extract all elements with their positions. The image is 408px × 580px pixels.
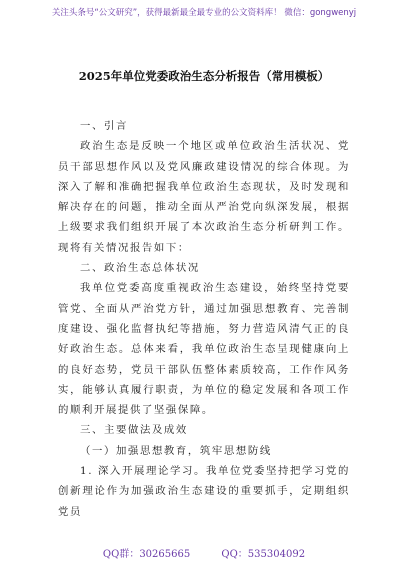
section-heading-introduction: 一、引言: [80, 120, 128, 132]
subsection-heading-ideological-education: （一）加强思想教育，筑牢思想防线: [80, 444, 272, 457]
paragraph-theory-study: 1. 深入开展理论学习。我单位党委坚持把学习党的创新理论作为加强政治生态建设的重要抓手，定期组织党员: [58, 465, 350, 518]
document-body: [58, 116, 350, 522]
header-banner: 关注头条号“公文研究”，获得最新最全最专业的公文资料库！ 微信：gongwenyj: [51, 8, 357, 18]
footer-contact: [0, 545, 408, 560]
paragraph-introduction: 政治生态是反映一个地区或单位政治生活状况、党员干部思想作风以及党风廉政建设情况的综合体现。为深入了解和准确把握我单位政治生态现状，及时发现和解决存在的问题，推动全面从严治党向纵深发展，根据上级要求我们组织开展了本次政治生态分析研判工作。现将有关情况报告如下：: [58, 140, 350, 254]
section-heading-practices: 三、主要做法及成效: [80, 424, 188, 437]
section-heading-overall-status: 二、政治生态总体状况: [80, 262, 200, 275]
footer-qq-group: QQ群：30265665: [102, 549, 191, 560]
paragraph-overall-status: 我单位党委高度重视政治生态建设，始终坚持党要管党、全面从严治党方针，通过加强思想教育、完善制度建设、强化监督执纪等措施，努力营造风清气正的良好政治生态。总体来看，我单位政治生态呈现健康向上的良好态势，党员干部队伍整体素质较高，工作作风务实，能够认真履行职责，为单位的稳定发展和各项工作的顺利开展提供了坚强保障。: [58, 282, 350, 417]
document-title: 2025年单位党委政治生态分析报告（常用模板）: [78, 69, 330, 83]
footer-qq: QQ：535304092: [221, 549, 306, 560]
